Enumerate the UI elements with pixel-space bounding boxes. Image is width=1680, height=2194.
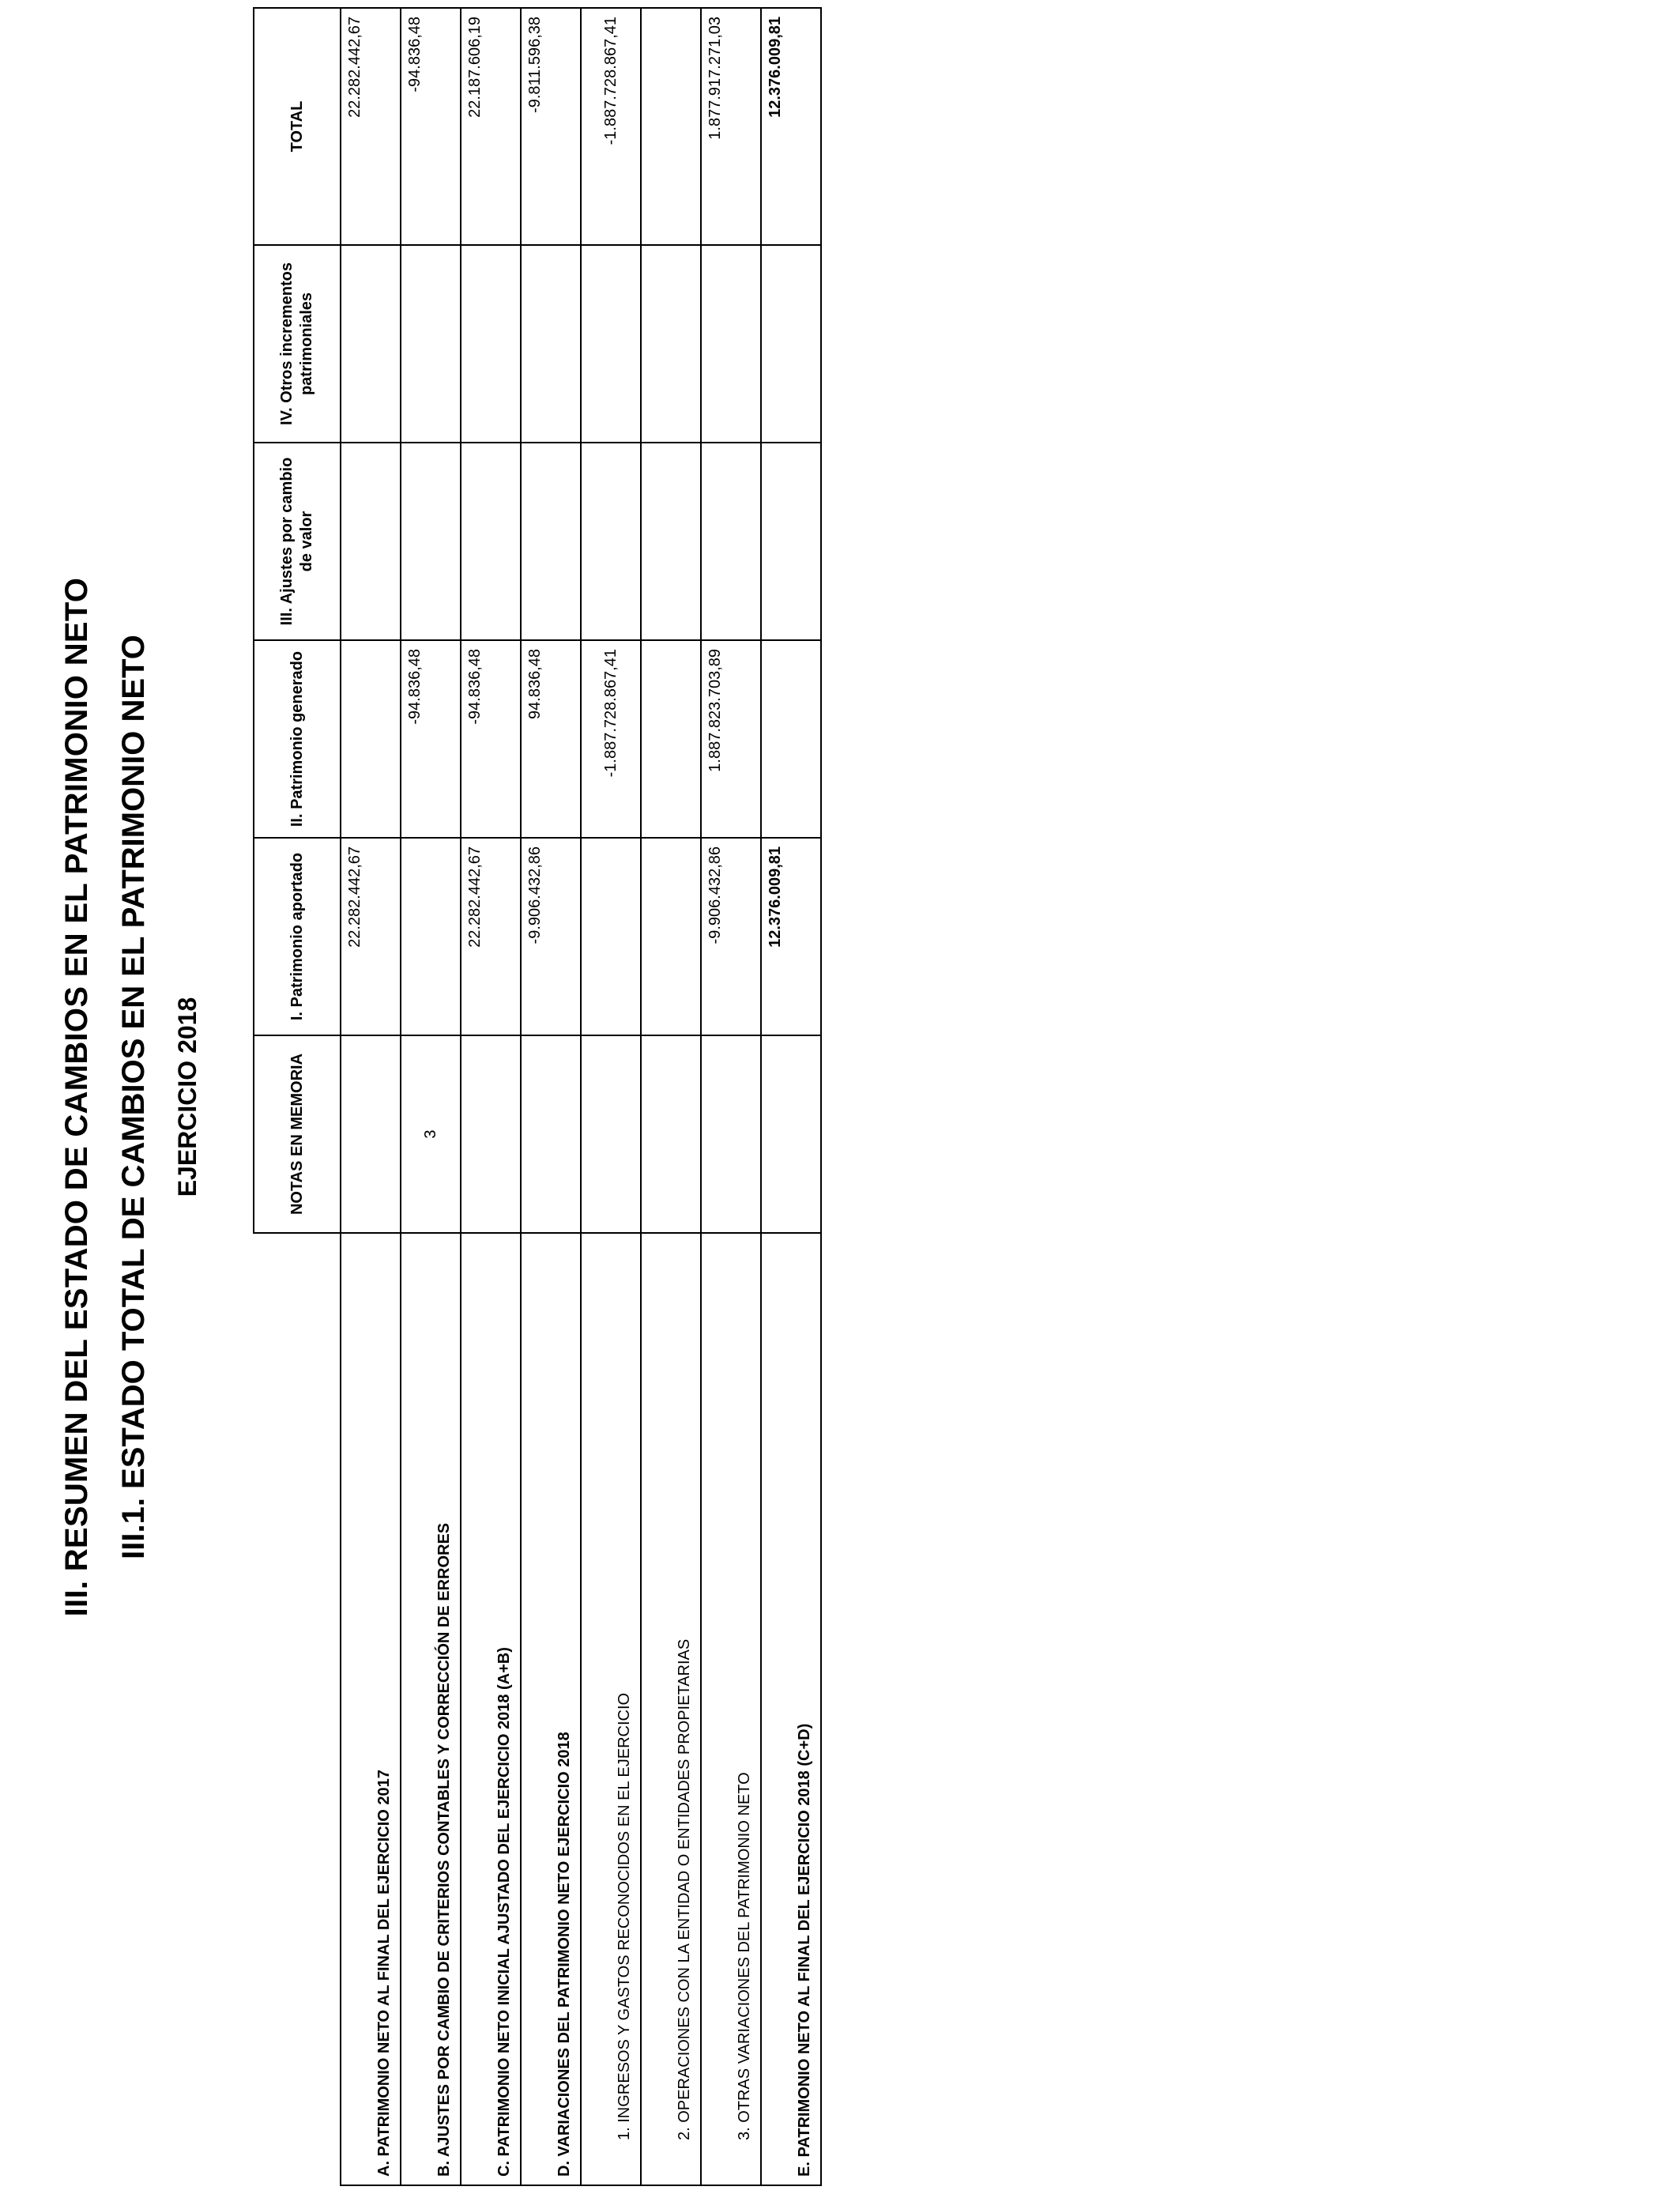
header-patrimonio-aportado: I. Patrimonio aportado [254,838,341,1035]
row-label: B. AJUSTES POR CAMBIO DE CRITERIOS CONTABLES Y CORRECCIÓN DE ERRORES [401,1233,461,2185]
page-subtitle: III.1. ESTADO TOTAL DE CAMBIOS EN EL PATRIMONIO NETO [116,635,151,1559]
cell-otros [761,245,821,443]
header-notes: NOTAS EN MEMORIA [254,1035,341,1233]
cell-ajustes [461,443,521,640]
table-row [401,8,461,2185]
cell-generado: -94.836,48 [461,640,521,838]
cell-total: 1.877.917.271,03 [701,8,761,245]
cell-otros [701,245,761,443]
cell-aportado: 22.282.442,67 [461,838,521,1035]
cell-otros [401,245,461,443]
row-label: 3. OTRAS VARIACIONES DEL PATRIMONIO NETO [701,1233,761,2185]
row-note [581,1035,641,1233]
header-blank-cell [254,1233,341,2185]
page-title: III. RESUMEN DEL ESTADO DE CAMBIOS EN EL PATRIMONIO NETO [59,577,94,1617]
fiscal-year-title: EJERCICIO 2018 [173,997,202,1197]
title-block [46,0,215,2194]
cell-otros [521,245,581,443]
row-note [641,1035,701,1233]
cell-ajustes [581,443,641,640]
row-note [761,1035,821,1233]
cell-generado [761,640,821,838]
cell-total [641,8,701,245]
table-row [701,8,761,2185]
row-label: A. PATRIMONIO NETO AL FINAL DEL EJERCICIO 2017 [341,1233,401,2185]
header-ajustes-valor: III. Ajustes por cambio de valor [254,443,341,640]
table-row [461,8,521,2185]
cell-generado [341,640,401,838]
table-row [581,8,641,2185]
cell-generado: -94.836,48 [401,640,461,838]
cell-ajustes [521,443,581,640]
cell-otros [581,245,641,443]
cell-total: -94.836,48 [401,8,461,245]
row-note [701,1035,761,1233]
row-label: C. PATRIMONIO NETO INICIAL AJUSTADO DEL EJERCICIO 2018 (A+B) [461,1233,521,2185]
row-note [461,1035,521,1233]
header-patrimonio-generado: II. Patrimonio generado [254,640,341,838]
cell-total: -9.811.596,38 [521,8,581,245]
row-note: 3 [401,1035,461,1233]
header-otros-incrementos: IV. Otros incrementos patrimoniales [254,245,341,443]
cell-aportado: -9.906.432,86 [701,838,761,1035]
row-label: E. PATRIMONIO NETO AL FINAL DEL EJERCICIO 2018 (C+D) [761,1233,821,2185]
cell-generado: -1.887.728.867,41 [581,640,641,838]
cell-generado: 1.887.823.703,89 [701,640,761,838]
cell-total: 22.187.606,19 [461,8,521,245]
row-note [521,1035,581,1233]
cell-total: 22.282.442,67 [341,8,401,245]
cell-otros [341,245,401,443]
cell-ajustes [341,443,401,640]
row-label: 2. OPERACIONES CON LA ENTIDAD O ENTIDADES PROPIETARIAS [641,1233,701,2185]
cell-ajustes [761,443,821,640]
cell-ajustes [641,443,701,640]
cell-aportado: 22.282.442,67 [341,838,401,1035]
cell-generado: 94.836,48 [521,640,581,838]
header-total: TOTAL [254,8,341,245]
table-row [761,8,821,2185]
cell-ajustes [701,443,761,640]
header-row [254,8,341,2185]
cell-generado [641,640,701,838]
row-label: D. VARIACIONES DEL PATRIMONIO NETO EJERCICIO 2018 [521,1233,581,2185]
cell-aportado: 12.376.009,81 [761,838,821,1035]
cell-otros [641,245,701,443]
table-row [521,8,581,2185]
cell-total: 12.376.009,81 [761,8,821,245]
cell-aportado [641,838,701,1035]
cell-otros [461,245,521,443]
cell-total: -1.887.728.867,41 [581,8,641,245]
equity-changes-table [253,7,822,2186]
cell-aportado [401,838,461,1035]
row-label: 1. INGRESOS Y GASTOS RECONOCIDOS EN EL EJERCICIO [581,1233,641,2185]
cell-aportado: -9.906.432,86 [521,838,581,1035]
row-note [341,1035,401,1233]
table-row [641,8,701,2185]
cell-aportado [581,838,641,1035]
table-row [341,8,401,2185]
cell-ajustes [401,443,461,640]
